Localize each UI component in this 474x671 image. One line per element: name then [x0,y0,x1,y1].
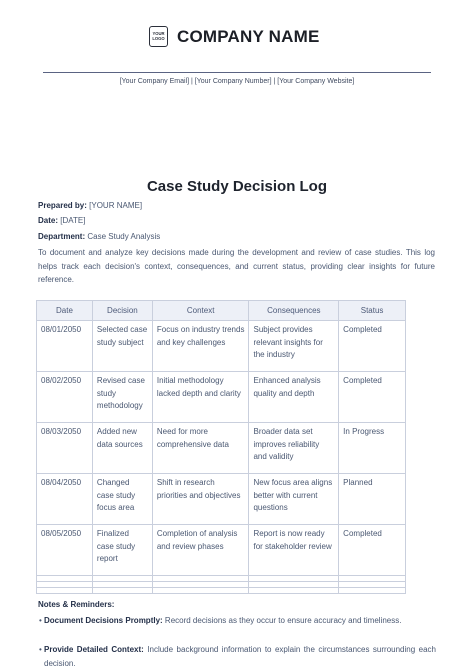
cell-context: Shift in research priorities and objectives [152,474,249,525]
department-label: Department: [38,232,86,241]
note-text: Include background information to explain the circumstances surrounding each decision. [44,645,436,668]
cell-date: 08/02/2050 [37,372,93,423]
cell-status: Completed [339,321,406,372]
document-title: Case Study Decision Log [146,178,328,195]
decision-log-table [36,300,406,594]
cell-consequences: Broader data set improves reliability and validity [249,423,339,474]
cell-date: 08/03/2050 [37,423,93,474]
date-label: Date: [38,216,59,225]
column-header-consequences: Consequences [249,301,339,321]
company-logo: YOUR LOGO [149,26,168,47]
cell-decision: Revised case study methodology [92,372,152,423]
column-header-context: Context [152,301,249,321]
column-header-status: Status [339,301,406,321]
cell-context: Completion of analysis and review phases [152,525,249,576]
cell-status: Completed [339,525,406,576]
cell-status: Planned [339,474,406,525]
notes-heading: Notes & Reminders: [38,600,115,609]
note-item [39,643,436,670]
cell-date: 08/05/2050 [37,525,93,576]
cell-context: Initial methodology lacked depth and clarity [152,372,249,423]
table-row [37,474,406,525]
prepared-by-line [38,201,142,210]
cell-decision: Finalized case study report [92,525,152,576]
cell-decision: Added new data sources [92,423,152,474]
bullet-icon: • [39,645,42,654]
department-line [38,232,160,241]
table-row [37,372,406,423]
cell-consequences: Report is now ready for stakeholder review [249,525,339,576]
date-line [38,216,85,225]
table-row-empty [37,588,406,594]
cell-status: Completed [339,372,406,423]
cell-empty [152,588,249,594]
note-label: Provide Detailed Context: [44,645,144,654]
cell-context: Focus on industry trends and key challenges [152,321,249,372]
table-row [37,321,406,372]
company-name: COMPANY NAME [177,27,320,46]
bullet-icon: • [39,616,42,625]
header-divider [43,72,431,73]
note-label: Document Decisions Promptly: [44,616,163,625]
prepared-by-value: [YOUR NAME] [89,201,143,210]
cell-empty [92,588,152,594]
table-header-row [37,301,406,321]
cell-status: In Progress [339,423,406,474]
cell-context: Need for more comprehensive data [152,423,249,474]
cell-decision: Changed case study focus area [92,474,152,525]
column-header-decision: Decision [92,301,152,321]
prepared-by-label: Prepared by: [38,201,87,210]
column-header-date: Date [37,301,93,321]
cell-consequences: Subject provides relevant insights for the industry [249,321,339,372]
cell-decision: Selected case study subject [92,321,152,372]
cell-consequences: Enhanced analysis quality and depth [249,372,339,423]
department-value: Case Study Analysis [87,232,161,241]
note-text: Record decisions as they occur to ensure accuracy and timeliness. [162,616,402,625]
table-row [37,423,406,474]
cell-empty [339,588,406,594]
company-contact-line: [Your Company Email] | [Your Company Number] | [Your Company Website] [119,78,355,85]
cell-date: 08/04/2050 [37,474,93,525]
note-item [39,614,436,628]
cell-consequences: New focus area aligns better with current questions [249,474,339,525]
cell-empty [249,588,339,594]
table-row [37,525,406,576]
cell-date: 08/01/2050 [37,321,93,372]
intro-paragraph: To document and analyze key decisions made during the development and review of case studies. This log helps track each decision's context, consequences, and current status, providing clear insights for future reference. [38,248,435,284]
document-header [0,24,474,54]
cell-empty [37,588,93,594]
date-value: [DATE] [60,216,86,225]
